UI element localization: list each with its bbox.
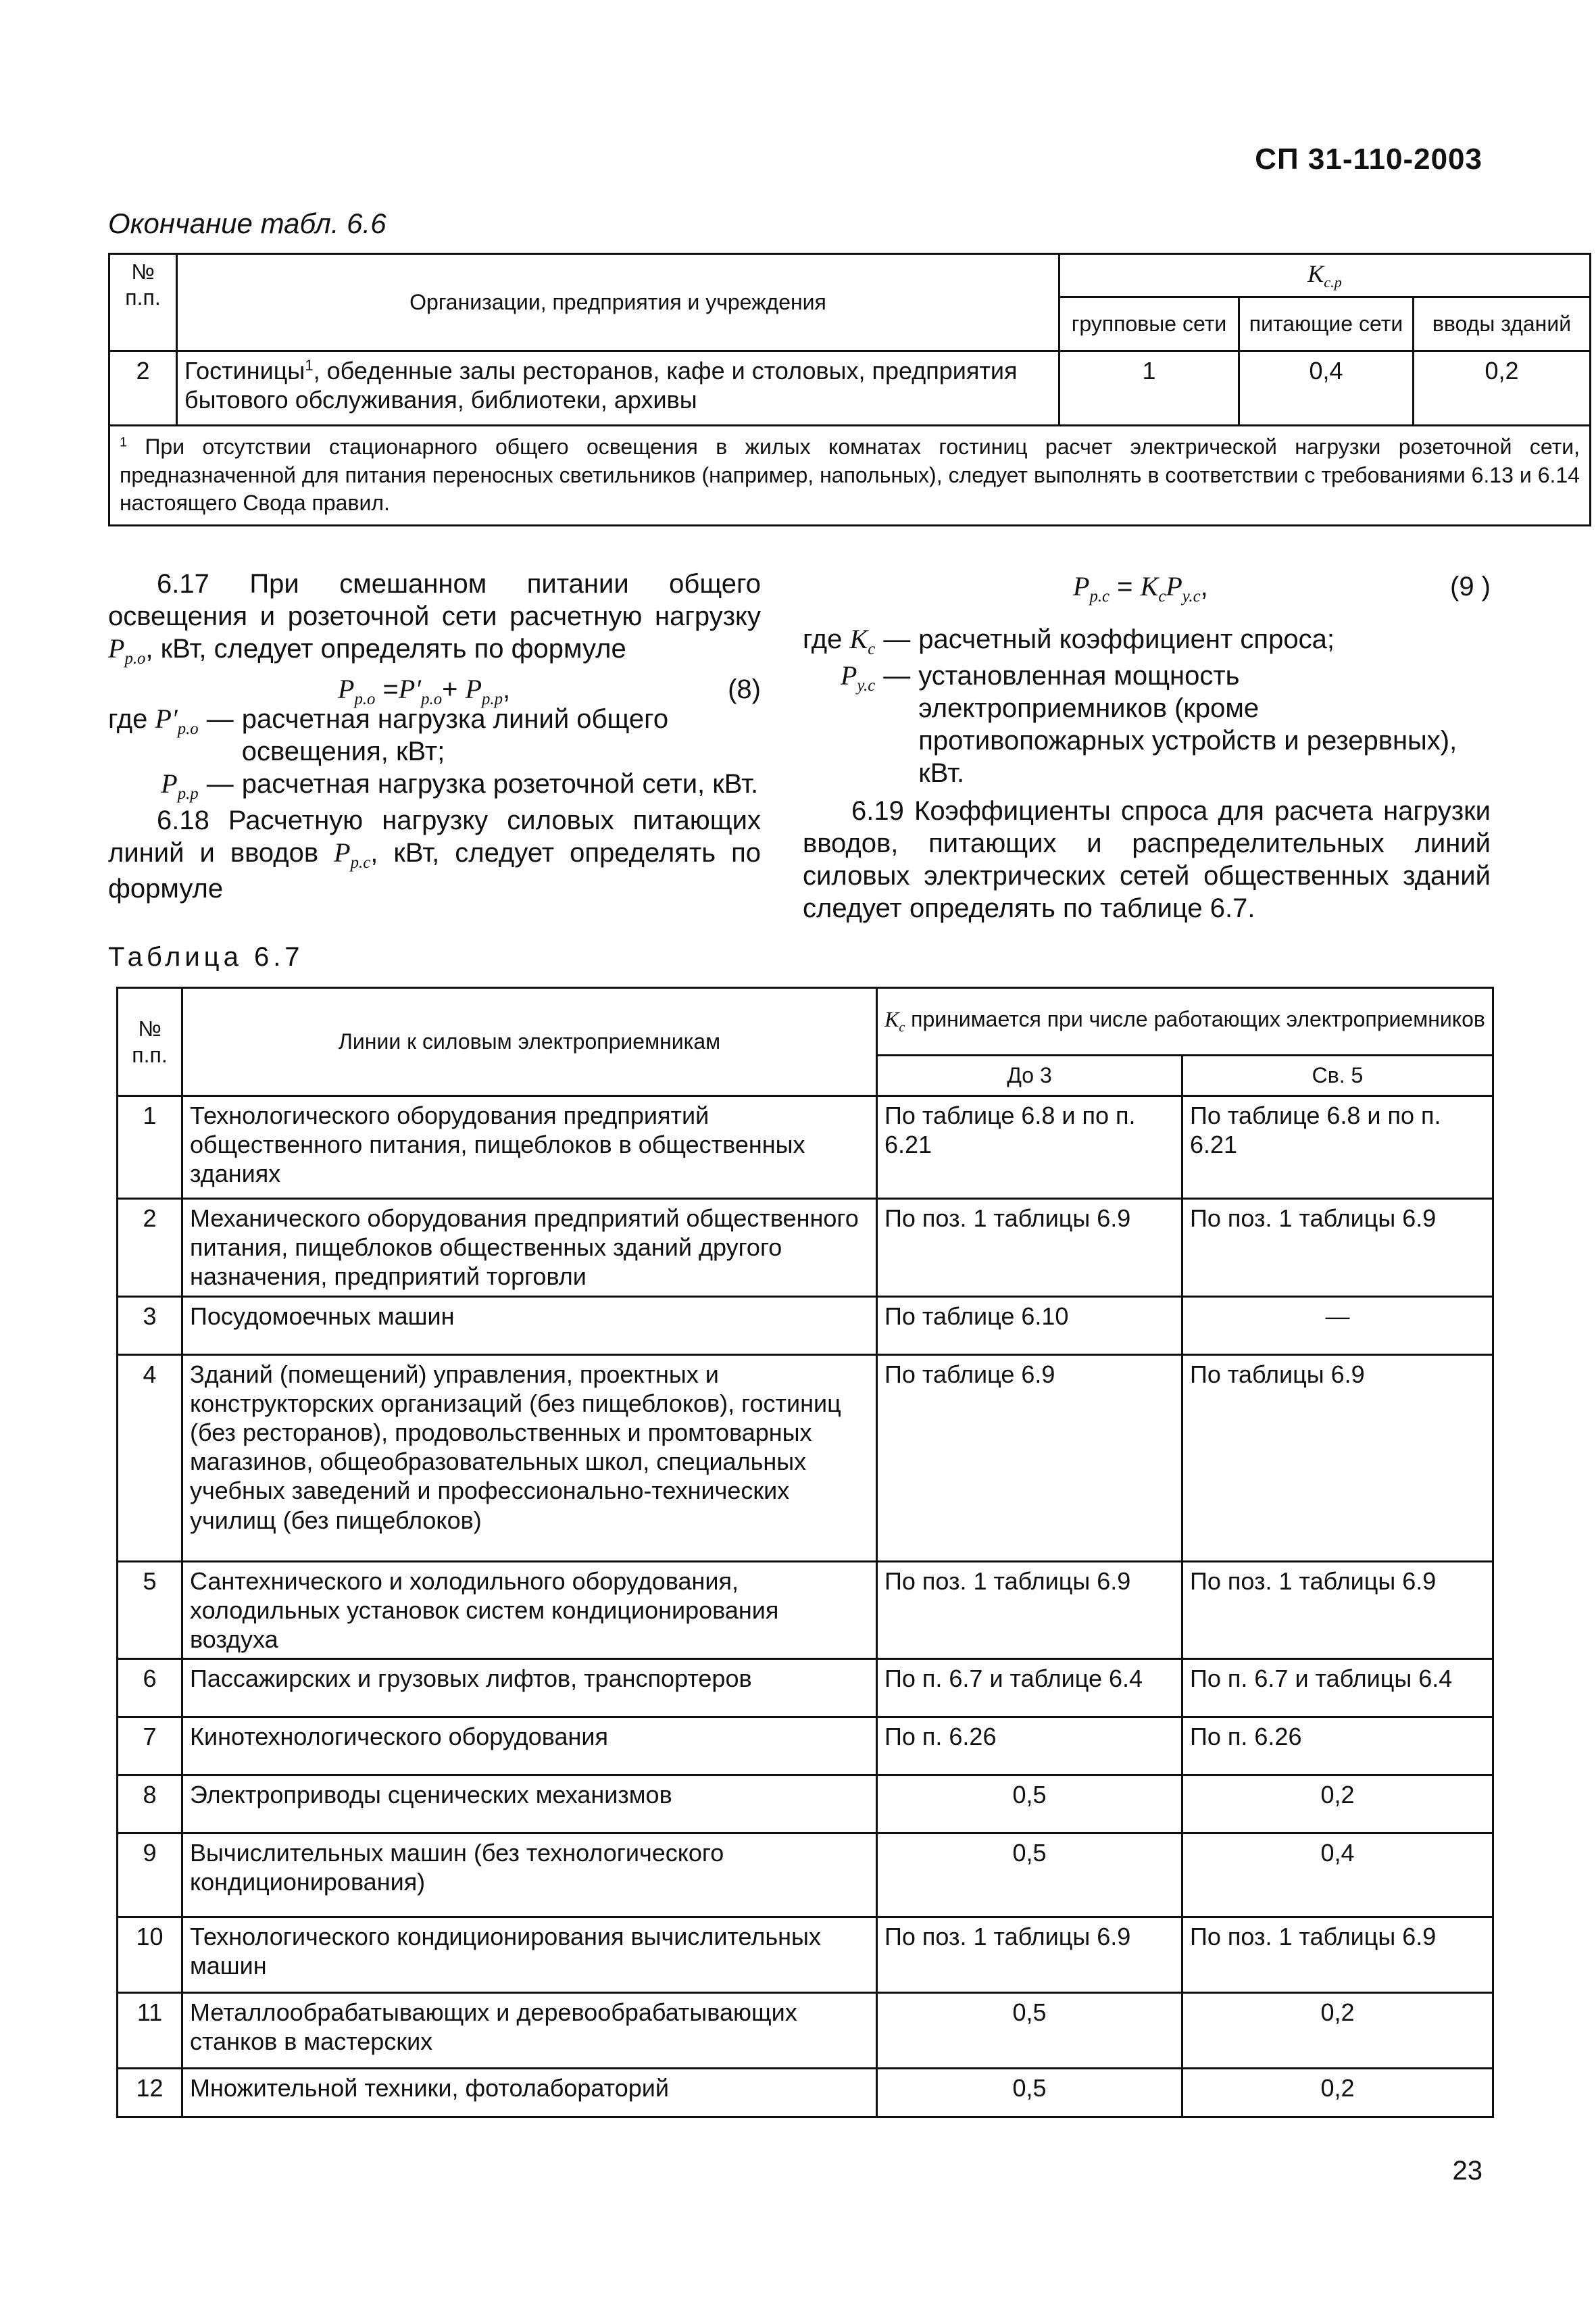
paragraph-6-17: 6.17 При смешанном питании общего освещения и розеточной сети расчетную нагрузку $P_{p.o}$, кВт, следует определять по формуле bbox=[108, 569, 761, 668]
table-row bbox=[109, 351, 1591, 425]
table-row bbox=[118, 1917, 1493, 1993]
table-6-6 bbox=[108, 253, 1591, 526]
row-value-over-5: По поз. 1 таблицы 6.9 bbox=[1182, 1561, 1493, 1659]
col-header-number: № п.п. bbox=[118, 988, 182, 1096]
row-value-up-to-3: По таблице 6.8 и по п. 6.21 bbox=[877, 1096, 1182, 1199]
row-value-over-5: По таблицы 6.9 bbox=[1182, 1354, 1493, 1561]
table-row bbox=[118, 2069, 1493, 2117]
row-value-up-to-3: По поз. 1 таблицы 6.9 bbox=[877, 1561, 1182, 1659]
row-value-over-5: 0,2 bbox=[1182, 1775, 1493, 1833]
row-number: 7 bbox=[118, 1717, 182, 1775]
row-value-up-to-3: По п. 6.7 и таблице 6.4 bbox=[877, 1659, 1182, 1717]
row-value-up-to-3: 0,5 bbox=[877, 1833, 1182, 1917]
row-number: 3 bbox=[118, 1296, 182, 1354]
formula-8-legend: где $P'_{p.o}$ — расчетная нагрузка линий общего освещения, кВт; $P_{p.p}$ — расчетная нагрузка розеточной сети, кВт. bbox=[108, 703, 759, 803]
col-header-group-networks: групповые сети bbox=[1059, 297, 1239, 351]
table-footnote: $^1$ При отсутствии стационарного общего освещения в жилых комнатах гостиниц расчет электрической нагрузки розеточной сети, предназначенной для питания переносных светильников (например, напольных), следует выполнять в соответствии с требованиями 6.13 и 6.14 настоящего Свода правил. bbox=[109, 425, 1591, 525]
col-header-lines: Линии к силовым электроприемникам bbox=[182, 988, 877, 1096]
formula-8-number: (8) bbox=[728, 674, 761, 704]
row-name: Зданий (помещений) управления, проектных и конструкторских организаций (без пищеблоков), гостиниц (без ресторанов), продовольственных и промтоварных магазинов, общеобразовательных школ, специальных учебных заведений и профессионально-технических училищ (без пищеблоков) bbox=[182, 1354, 877, 1561]
row-value-up-to-3: 0,5 bbox=[877, 1775, 1182, 1833]
col-header-kcp: $K_{c.p}$ bbox=[1059, 254, 1591, 297]
row-value-up-to-3: По таблице 6.10 bbox=[877, 1296, 1182, 1354]
table-row bbox=[118, 1561, 1493, 1659]
col-header-building-inputs: вводы зданий bbox=[1414, 297, 1591, 351]
row-number: 12 bbox=[118, 2069, 182, 2117]
formula-9-legend: где $K_c$ — расчетный коэффициент спроса; $P_{y.c}$ — установленная мощность электроприемников (кроме противопожарных устройств и резервных), кВт. bbox=[803, 624, 1457, 788]
row-number: 6 bbox=[118, 1659, 182, 1717]
row-value-over-5: По п. 6.7 и таблицы 6.4 bbox=[1182, 1659, 1493, 1717]
row-name: Гостиницы$^1$, обеденные залы ресторанов, кафе и столовых, предприятия бытового обслуживания, библиотеки, архивы bbox=[177, 351, 1059, 425]
left-column bbox=[108, 568, 761, 905]
row-number: 5 bbox=[118, 1561, 182, 1659]
formula-9: $P_{p.c} = K_cP_{y.c}$, (9 ) bbox=[1073, 571, 1491, 606]
table-row bbox=[118, 1199, 1493, 1297]
row-value-up-to-3: По таблице 6.9 bbox=[877, 1354, 1182, 1561]
row-value-over-5: 0,2 bbox=[1182, 2069, 1493, 2117]
table-6-7-caption: Таблица 6.7 bbox=[108, 942, 304, 972]
row-value-up-to-3: По поз. 1 таблицы 6.9 bbox=[877, 1199, 1182, 1297]
row-number: 2 bbox=[118, 1199, 182, 1297]
row-value-over-5: По поз. 1 таблицы 6.9 bbox=[1182, 1917, 1493, 1993]
row-name: Механического оборудования предприятий общественного питания, пищеблоков общественных зданий другого назначения, предприятий торговли bbox=[182, 1199, 877, 1297]
row-name: Сантехнического и холодильного оборудования, холодильных установок систем кондиционирования воздуха bbox=[182, 1561, 877, 1659]
col-header-organizations: Организации, предприятия и учреждения bbox=[177, 254, 1059, 351]
paragraph-6-18: 6.18 Расчетную нагрузку силовых питающих линий и вводов $P_{p.c}$, кВт, следует определять по формуле bbox=[108, 805, 761, 904]
col-header-over-5: Св. 5 bbox=[1182, 1056, 1493, 1096]
table-continuation-caption: Окончание табл. 6.6 bbox=[108, 207, 386, 239]
row-name: Посудомоечных машин bbox=[182, 1296, 877, 1354]
row-number: 11 bbox=[118, 1993, 182, 2069]
row-value-group: 1 bbox=[1059, 351, 1239, 425]
row-number: 10 bbox=[118, 1917, 182, 1993]
row-value-over-5: По таблице 6.8 и по п. 6.21 bbox=[1182, 1096, 1493, 1199]
table-row bbox=[118, 1096, 1493, 1199]
row-name: Электроприводы сценических механизмов bbox=[182, 1775, 877, 1833]
row-value-over-5: 0,4 bbox=[1182, 1833, 1493, 1917]
right-column bbox=[803, 568, 1491, 925]
table-6-7 bbox=[116, 987, 1494, 2118]
row-value-up-to-3: По поз. 1 таблицы 6.9 bbox=[877, 1917, 1182, 1993]
row-value-over-5: — bbox=[1182, 1296, 1493, 1354]
row-name: Вычислительных машин (без технологического кондиционирования) bbox=[182, 1833, 877, 1917]
page-number: 23 bbox=[1452, 2156, 1482, 2186]
row-name: Металлообрабатывающих и деревообрабатывающих станков в мастерских bbox=[182, 1993, 877, 2069]
row-name: Множительной техники, фотолабораторий bbox=[182, 2069, 877, 2117]
formula-8: $P_{p.o} =P'_{p.o}+ P_{p.p}$, (8) bbox=[338, 673, 761, 708]
row-value-feeding: 0,4 bbox=[1239, 351, 1414, 425]
table-row bbox=[118, 1993, 1493, 2069]
row-value-inputs: 0,2 bbox=[1414, 351, 1591, 425]
row-value-over-5: По поз. 1 таблицы 6.9 bbox=[1182, 1199, 1493, 1297]
table-row bbox=[118, 1833, 1493, 1917]
row-name: Технологического кондиционирования вычислительных машин bbox=[182, 1917, 877, 1993]
row-value-over-5: По п. 6.26 bbox=[1182, 1717, 1493, 1775]
formula-9-number: (9 ) bbox=[1450, 572, 1491, 601]
row-number: 1 bbox=[118, 1096, 182, 1199]
row-value-over-5: 0,2 bbox=[1182, 1993, 1493, 2069]
document-code: СП 31-110-2003 bbox=[1255, 143, 1482, 176]
col-header-kc: $K_c$ принимается при числе работающих электроприемников bbox=[877, 988, 1493, 1056]
row-number: 2 bbox=[109, 351, 177, 425]
table-row bbox=[118, 1296, 1493, 1354]
row-number: 9 bbox=[118, 1833, 182, 1917]
row-value-up-to-3: 0,5 bbox=[877, 1993, 1182, 2069]
row-name: Пассажирских и грузовых лифтов, транспортеров bbox=[182, 1659, 877, 1717]
col-header-up-to-3: До 3 bbox=[877, 1056, 1182, 1096]
table-row bbox=[118, 1717, 1493, 1775]
row-number: 8 bbox=[118, 1775, 182, 1833]
col-header-feeding-networks: питающие сети bbox=[1239, 297, 1414, 351]
paragraph-6-19: 6.19 Коэффициенты спроса для расчета нагрузки вводов, питающих и распределительных линий силовых электрических сетей общественных зданий следует определять по таблице 6.7. bbox=[803, 795, 1491, 923]
row-name: Кинотехнологического оборудования bbox=[182, 1717, 877, 1775]
col-header-number: № п.п. bbox=[109, 254, 177, 351]
row-name: Технологического оборудования предприятий общественного питания, пищеблоков в общественных зданиях bbox=[182, 1096, 877, 1199]
row-value-up-to-3: 0,5 bbox=[877, 2069, 1182, 2117]
table-row bbox=[118, 1354, 1493, 1561]
table-row bbox=[118, 1775, 1493, 1833]
table-row bbox=[118, 1659, 1493, 1717]
row-number: 4 bbox=[118, 1354, 182, 1561]
row-value-up-to-3: По п. 6.26 bbox=[877, 1717, 1182, 1775]
